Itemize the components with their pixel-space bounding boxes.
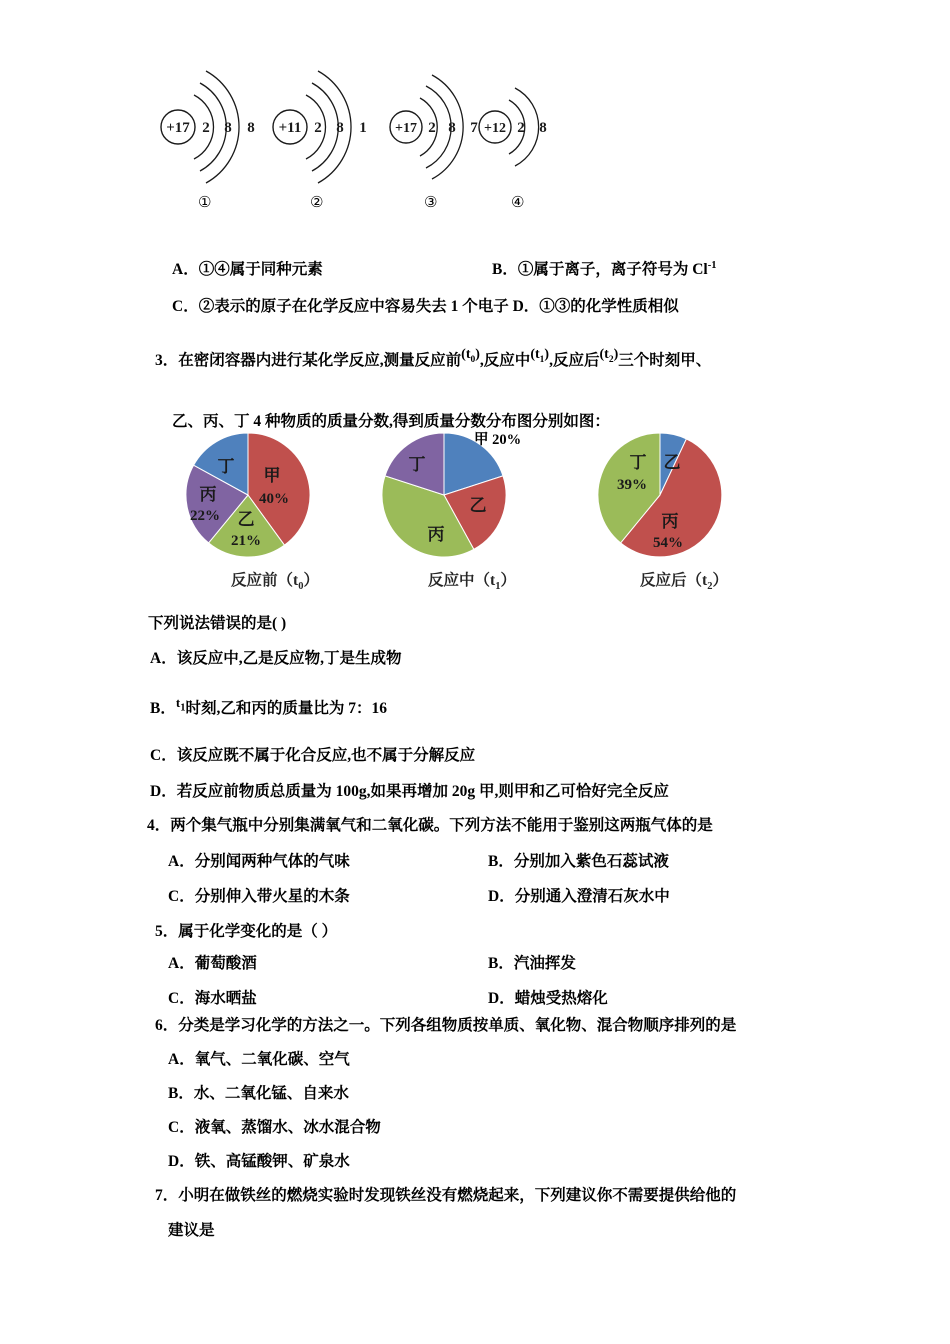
q5-option-a xyxy=(168,951,257,973)
q5-option-c xyxy=(168,986,257,1008)
pie3-value-bing: 54% xyxy=(653,535,683,551)
atom-index-1: ① xyxy=(198,193,212,211)
atom-nucleus-charge-1: +17 xyxy=(166,120,190,136)
q2-option-b-text: ①属于离子，离子符号为 Cl xyxy=(517,261,708,278)
q3-time-t2: $(t_2)$ xyxy=(599,347,619,365)
q3-option-a-label: A． xyxy=(150,650,177,667)
q2-option-a xyxy=(172,257,323,279)
pie3-caption: 反应后$(t_2)$ xyxy=(640,572,728,593)
q3-stem-line-2: 乙、丙、丁 4 种物质的质量分数,得到质量分数分布图分别如图： xyxy=(172,413,610,430)
atom-index-2: ② xyxy=(310,193,324,211)
pie3-label-bing: 丙 xyxy=(661,512,679,531)
q4-option-c-label: C． xyxy=(168,888,195,905)
q4-stem: 4．两个集气瓶中分别集满氧气和二氧化碳。下列方法不能用于鉴别这两瓶气体的是 xyxy=(147,817,713,834)
atom-shell-1-3: 8 xyxy=(247,120,255,136)
pie3-value-ding: 39% xyxy=(617,477,647,493)
q3-stem-part-2: ,反应中 xyxy=(479,352,531,369)
q6-option-c xyxy=(168,1115,381,1137)
q4-option-c xyxy=(168,884,350,906)
q3-option-b-label: B． xyxy=(150,700,176,717)
q3-option-d-label: D． xyxy=(150,783,177,800)
q3-option-a-text: 该反应中,乙是反应物,丁是生成物 xyxy=(176,650,402,667)
q2-option-b-superscript: -1 xyxy=(707,259,717,271)
q3-option-c-label: C． xyxy=(150,747,177,764)
atom-shell-2-1: 2 xyxy=(314,120,322,136)
atom-shell-1-1: 2 xyxy=(202,120,210,136)
q3-option-a xyxy=(150,646,401,668)
q3-stem-part-3: ,反应后 xyxy=(549,352,600,369)
q5-option-d-text: 蜡烛受热熔化 xyxy=(514,990,608,1007)
pie-chart-during-reaction xyxy=(372,425,572,600)
q4-option-c-text: 分别伸入带火星的木条 xyxy=(194,888,350,905)
q2-option-b xyxy=(492,257,716,279)
q5-option-d xyxy=(488,986,608,1008)
q4-option-b-label: B． xyxy=(488,853,514,870)
q4-option-b xyxy=(488,849,669,871)
q2-option-a-label: A． xyxy=(172,261,199,278)
q5-option-b xyxy=(488,951,576,973)
q3-stem-line-1 xyxy=(155,348,711,372)
atom-index-3: ③ xyxy=(424,193,438,211)
q4-option-b-text: 分别加入紫色石蕊试液 xyxy=(513,853,669,870)
q4-option-d xyxy=(488,884,670,906)
q3-stem-part-1: 在密闭容器内进行某化学反应,测量反应前 xyxy=(178,352,462,369)
atom-shell-1-2: 8 xyxy=(224,120,232,136)
atom-index-4: ④ xyxy=(511,193,525,211)
q3-option-c-text: 该反应既不属于化合反应,也不属于分解反应 xyxy=(176,747,476,764)
q3-option-b-time: t1 xyxy=(175,695,186,714)
q4-option-a-label: A． xyxy=(168,853,195,870)
atom-shell-3-1: 2 xyxy=(428,120,436,136)
q6-option-c-label: C． xyxy=(168,1119,195,1136)
q3-option-d-text: 若反应前物质总质量为 100g,如果再增加 20g 甲,则甲和乙可恰好完全反应 xyxy=(176,783,669,800)
q7-stem-line-2: 建议是 xyxy=(168,1222,215,1239)
q3-stem-part-4: 三个时刻甲、 xyxy=(618,352,712,369)
q6-option-a-text: 氧气、二氧化碳、空气 xyxy=(194,1051,350,1068)
q4-option-a-text: 分别闻两种气体的气味 xyxy=(194,853,350,870)
atom-structure-figure xyxy=(150,62,810,222)
q3-option-b xyxy=(150,696,387,720)
q5-option-c-text: 海水晒盐 xyxy=(194,990,257,1007)
q3-time-t1: $(t_1)$ xyxy=(530,347,550,365)
q6-option-d-text: 铁、高锰酸钾、矿泉水 xyxy=(194,1153,350,1170)
pie1-label-bing: 丙 xyxy=(199,485,217,504)
pie1-label-yi: 乙 xyxy=(237,510,255,529)
q5-option-c-label: C． xyxy=(168,990,195,1007)
q5-stem: 5．属于化学变化的是（ ） xyxy=(155,923,338,940)
q6-option-d xyxy=(168,1149,350,1171)
pie1-label-ding: 丁 xyxy=(217,457,235,476)
pie-chart-before-reaction xyxy=(175,425,375,600)
q7-stem-line-1: 7．小明在做铁丝的燃烧实验时发现铁丝没有燃烧起来，下列建议你不需要提供给他的 xyxy=(155,1187,737,1204)
q5-option-a-label: A． xyxy=(168,955,195,972)
atom-shell-2-3: 1 xyxy=(359,120,367,136)
q6-option-b xyxy=(168,1081,349,1103)
q3-time-t0: $(t_0)$ xyxy=(461,347,480,365)
pie1-value-bing: 22% xyxy=(190,508,220,524)
q6-option-b-label: B． xyxy=(168,1085,194,1102)
q6-option-d-label: D． xyxy=(168,1153,195,1170)
pie1-label-jia: 甲 xyxy=(263,466,281,485)
pie1-caption: 反应前$(t_0)$ xyxy=(231,572,319,593)
q4-option-d-label: D． xyxy=(488,888,515,905)
q5-option-b-text: 汽油挥发 xyxy=(513,955,576,972)
q5-option-b-label: B． xyxy=(488,955,514,972)
atom-shell-3-2: 8 xyxy=(448,120,456,136)
q2-option-a-text: ①④属于同种元素 xyxy=(198,261,323,278)
q5-option-a-text: 葡萄酸酒 xyxy=(194,955,257,972)
pie2-label-ding: 丁 xyxy=(408,455,426,474)
q6-option-c-text: 液氧、蒸馏水、冰水混合物 xyxy=(194,1119,381,1136)
pie3-label-ding: 丁 xyxy=(629,453,647,472)
q5-option-d-label: D． xyxy=(488,990,515,1007)
q6-option-a xyxy=(168,1047,350,1069)
q6-stem: 6．分类是学习化学的方法之一。下列各组物质按单质、氧化物、混合物顺序排列的是 xyxy=(155,1017,737,1034)
q3-option-c xyxy=(150,743,475,765)
atom-shell-4-1: 2 xyxy=(517,120,525,136)
q2-option-c xyxy=(172,294,679,316)
q2-option-c-label: C． xyxy=(172,298,199,315)
mass-fraction-pie-charts xyxy=(150,425,810,600)
pie2-label-bing: 丙 xyxy=(427,525,445,544)
pie3-label-yi: 乙 xyxy=(663,453,681,472)
q2-option-b-label: B． xyxy=(492,261,518,278)
atom-nucleus-charge-3: +17 xyxy=(395,121,417,136)
q4-option-a xyxy=(168,849,350,871)
atom-diagram-4 xyxy=(467,62,617,211)
pie1-value-yi: 21% xyxy=(231,533,261,549)
q4-option-d-text: 分别通入澄清石灰水中 xyxy=(514,888,670,905)
q3-number: 3． xyxy=(155,352,179,369)
atom-shell-3-3: 7 xyxy=(470,120,478,136)
q3-option-d xyxy=(150,779,669,801)
atom-shell-4-2: 8 xyxy=(539,120,547,136)
pie2-outside-label-jia: 甲 20% xyxy=(474,432,522,448)
q6-option-a-label: A． xyxy=(168,1051,195,1068)
pie1-value-jia: 40% xyxy=(259,491,289,507)
q3-ask: 下列说法错误的是( ) xyxy=(148,615,287,632)
pie2-label-yi: 乙 xyxy=(469,496,487,515)
q2-option-c-text: ②表示的原子在化学反应中容易失去 1 个电子 D．①③的化学性质相似 xyxy=(198,298,679,315)
pie-chart-after-reaction xyxy=(584,425,784,600)
atom-nucleus-charge-4: +12 xyxy=(484,121,506,136)
atom-nucleus-charge-2: +11 xyxy=(278,120,302,136)
pie2-caption: 反应中$(t_1)$ xyxy=(428,572,516,593)
q6-option-b-text: 水、二氧化锰、自来水 xyxy=(193,1085,349,1102)
atom-shell-2-2: 8 xyxy=(336,120,344,136)
q3-option-b-text: 时刻,乙和丙的质量比为 7：16 xyxy=(185,700,387,717)
